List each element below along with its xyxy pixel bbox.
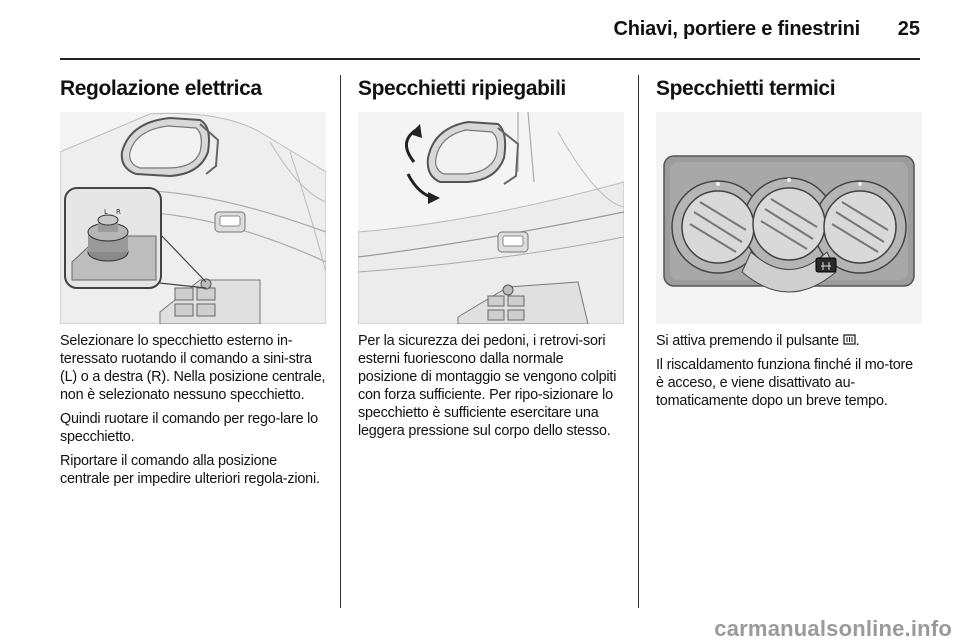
header-divider [60, 58, 920, 60]
section-body [656, 332, 922, 416]
heated-mirror-icon [843, 332, 856, 350]
section-heading: Regolazione elettrica [60, 77, 262, 100]
section-heading: Specchietti ripiegabili [358, 77, 566, 100]
mirror-adjust-switch-illustration [60, 112, 326, 324]
running-header-title: Chiavi, portiere e finestrini [613, 18, 860, 40]
section-specchietti-ripiegabili [358, 75, 624, 439]
section-body [358, 332, 624, 446]
paragraph: Quindi ruotare il comando per rego-lare lo specchietto. [60, 411, 318, 445]
paragraph: Per la sicurezza dei pedoni, i retrovi-sori esterni fuoriescono dalla normale posizione di montaggio se vengono colpiti con forza sufficiente. Per ripo-sizionare lo specchietto è sufficiente esercitare una leggera pressione sul corpo dello stesso. [358, 333, 617, 439]
paragraph: Selezionare lo specchietto esterno in-teressato ruotando il comando a sini-stra (L) o a destra (R). Nella posizione centrale, non è selezionato nessuno specchietto. [60, 333, 326, 403]
paragraph [656, 332, 922, 350]
section-specchietti-termici [656, 75, 922, 409]
paragraph-text: Si attiva premendo il pulsante [656, 333, 839, 349]
section-body [60, 332, 326, 494]
page-number: 25 [897, 18, 920, 40]
paragraph: Riportare il comando alla posizione centrale per impedire ulteriori regola-zioni. [60, 453, 320, 487]
column-divider-1 [340, 75, 341, 608]
column-divider-2 [638, 75, 639, 608]
paragraph-end: . [855, 333, 860, 349]
folding-mirror-illustration [358, 112, 624, 324]
section-heading: Specchietti termici [656, 77, 836, 100]
section-regolazione-elettrica [60, 75, 326, 487]
watermark: carmanualsonline.info [714, 616, 952, 641]
paragraph: Il riscaldamento funziona finché il mo-tore è acceso, e viene disattivato au-tomaticamente dopo un breve tempo. [656, 357, 913, 409]
svg-text:R: R [116, 208, 121, 216]
svg-text:L: L [104, 208, 108, 216]
climate-control-panel-illustration [656, 112, 922, 324]
